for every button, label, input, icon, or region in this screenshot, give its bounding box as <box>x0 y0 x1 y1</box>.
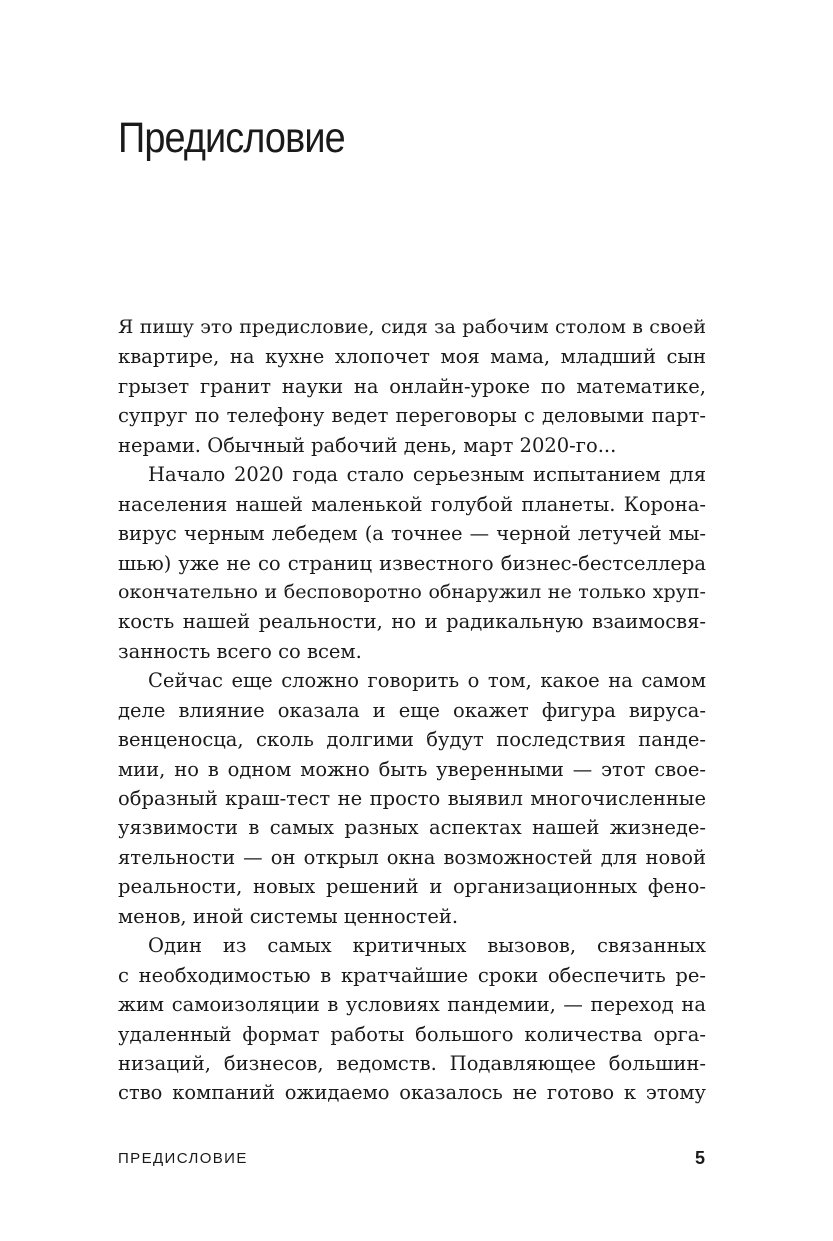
text-line: грызет гранит науки на онлайн-уроке по математике, <box>118 374 706 398</box>
paragraph <box>118 460 706 666</box>
text-line: Один из самых критичных вызовов, связанных <box>148 934 706 958</box>
text-line: супруг по телефону ведет переговоры с деловыми парт- <box>118 404 706 428</box>
text-line: уязвимости в самых разных аспектах нашей жизнеде- <box>118 816 706 840</box>
text-line: ятельности — он открыл окна возможностей для новой <box>118 845 706 869</box>
text-line: кость нашей реальности, но и радикальную взаимосвя- <box>118 610 706 634</box>
text-line: квартире, на кухне хлопочет моя мама, младший сын <box>118 345 706 369</box>
text-line: занность всего со всем. <box>118 639 362 663</box>
text-line: венценосца, сколь долгими будут последствия панде- <box>118 728 706 752</box>
text-line: образный краш-тест не просто выявил многочисленные <box>118 787 706 810</box>
body-text <box>118 313 706 1108</box>
text-line: жим самоизоляции в условиях пандемии, — переход на <box>118 993 706 1017</box>
text-line: реальности, новых решений и организационных фено- <box>118 875 706 899</box>
text-line: шью) уже не со страниц известного бизнес-бестселлера <box>118 551 706 575</box>
text-line: вирус черным лебедем (а точнее — черной летучей мы- <box>118 522 706 546</box>
text-line: Начало 2020 года стало серьезным испытанием для <box>148 463 706 487</box>
text-line: с необходимостью в кратчайшие сроки обеспечить ре- <box>118 963 706 987</box>
text-line: деле влияние оказала и еще окажет фигура вируса- <box>118 698 706 722</box>
paragraph <box>118 931 706 1108</box>
page-title: Предисловие <box>118 114 345 162</box>
text-line: окончательно и бесповоротно обнаружил не только хруп- <box>118 580 706 603</box>
text-line: ство компаний ожидаемо оказалось не готово к этому <box>118 1081 706 1105</box>
text-line: населения нашей маленькой голубой планеты. Корона- <box>118 492 706 516</box>
text-line: удаленный формат работы большого количества орга- <box>118 1022 706 1046</box>
text-line: Сейчас еще сложно говорить о том, какое на самом <box>148 669 706 693</box>
page-number: 5 <box>694 1148 705 1168</box>
running-footer-section: ПРЕДИСЛОВИЕ <box>118 1150 248 1167</box>
text-line: нерами. Обычный рабочий день, март 2020-го... <box>118 433 617 457</box>
text-line: низаций, бизнесов, ведомств. Подавляющее большин- <box>118 1051 706 1075</box>
paragraph <box>118 313 706 460</box>
text-line: мии, но в одном можно быть уверенными — этот свое- <box>118 757 706 781</box>
text-line: менов, иной системы ценностей. <box>118 904 459 928</box>
text-line: Я пишу это предисловие, сидя за рабочим столом в своей <box>118 316 706 338</box>
paragraph <box>118 666 706 931</box>
